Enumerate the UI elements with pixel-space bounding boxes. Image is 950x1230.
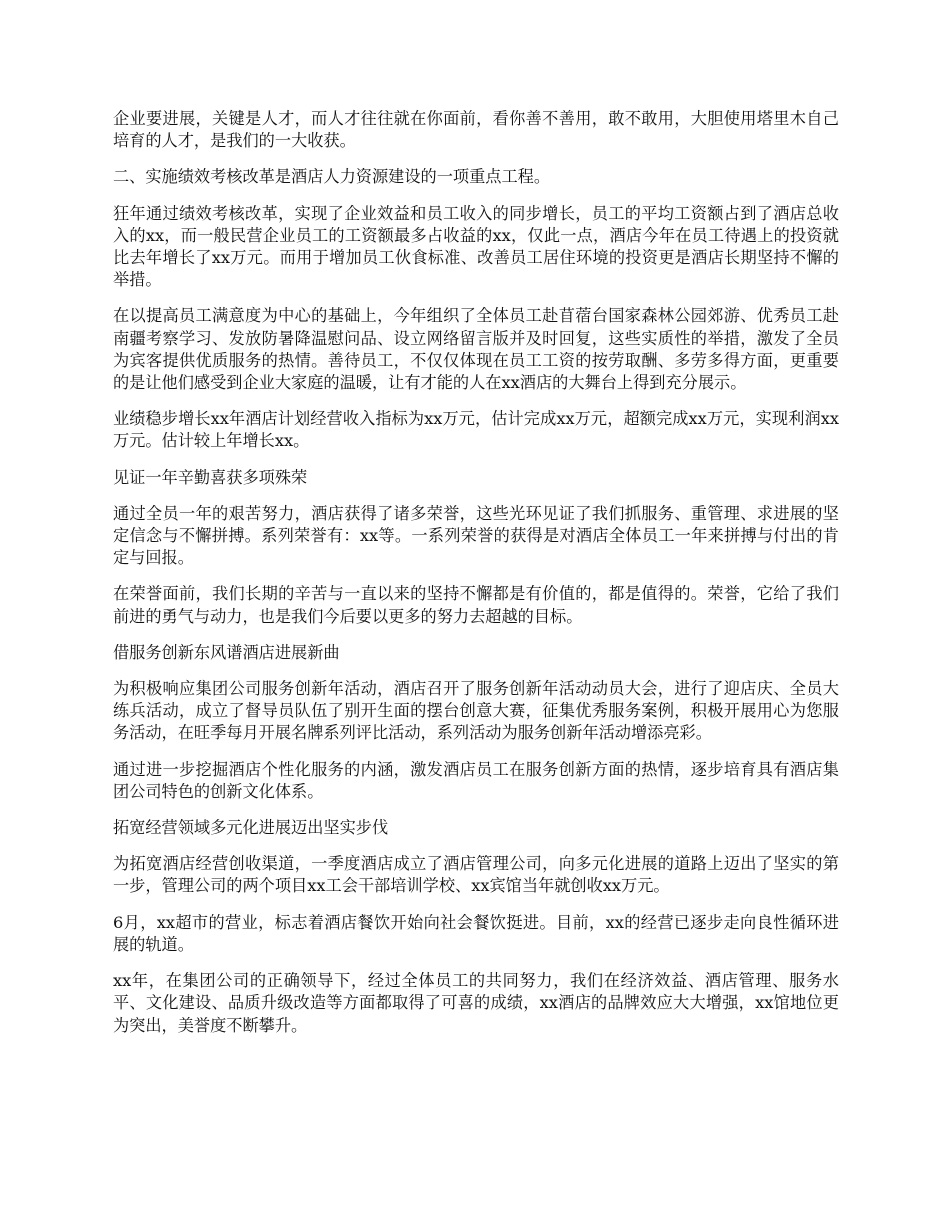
paragraph-performance-results: 狂年通过绩效考核改革，实现了企业效益和员工收入的同步增长，员工的平均工资额占到了酒店总收入的xx，而一般民营企业员工的工资额最多占收益的xx，仅此一点，酒店今年在员工待遇上的投资就比去年增长了xx万元。而用于增加员工伙食标准、改善员工居住环境的投资更是酒店长期坚持不懈的举措。 xyxy=(113,203,839,290)
section-heading-performance-reform: 二、实施绩效考核改革是酒店人力资源建设的一项重点工程。 xyxy=(113,167,551,187)
section-heading-honors: 见证一年辛勤喜获多项殊荣 xyxy=(113,467,308,487)
document-body xyxy=(113,108,839,1051)
paragraph-annual-summary: xx年，在集团公司的正确领导下，经过全体员工的共同努力，我们在经济效益、酒店管理、服务水平、文化建设、品质升级改造等方面都取得了可喜的成绩，xx酒店的品牌效应大大增强，xx馆地位更为突出，美誉度不断攀升。 xyxy=(113,971,839,1035)
paragraph-innovation-culture: 通过进一步挖掘酒店个性化服务的内涵，激发酒店员工在服务创新方面的热情，逐步培育具有酒店集团公司特色的创新文化体系。 xyxy=(113,759,839,801)
paragraph-employee-satisfaction: 在以提高员工满意度为中心的基础上，今年组织了全体员工赴苜蓿台国家森林公园郊游、优秀员工赴南疆考察学习、发放防暑降温慰问品、设立网络留言版并及时回复，这些实质性的举措，激发了全员为宾客提供优质服务的热情。善待员工，不仅仅体现在员工工资的按劳取酬、多劳多得方面，更重要的是让他们感受到企业大家庭的温暖，让有才能的人在xx酒店的大舞台上得到充分展示。 xyxy=(113,306,839,393)
paragraph-innovation-activities: 为积极响应集团公司服务创新年活动，酒店召开了服务创新年活动动员大会，进行了迎店庆、全员大练兵活动，成立了督导员队伍了别开生面的摆台创意大赛，征集优秀服务案例，积极开展用心为您服务活动，在旺季每月开展名牌系列评比活动，系列活动为服务创新年活动增添亮彩。 xyxy=(113,679,839,743)
section-heading-service-innovation: 借服务创新东风谱酒店进展新曲 xyxy=(113,642,340,662)
paragraph-honors-list: 通过全员一年的艰苦努力，酒店获得了诸多荣誉，这些光环见证了我们抓服务、重管理、求进展的坚定信念与不懈拼搏。系列荣誉有：xx等。一系列荣誉的获得是对酒店全体员工一年来拼搏与付出的肯定与回报。 xyxy=(113,503,839,568)
paragraph-supermarket: 6月，xx超市的营业，标志着酒店餐饮开始向社会餐饮挺进。目前，xx的经营已逐步走向良性循环进展的轨道。 xyxy=(113,912,839,954)
paragraph-talent: 企业要进展，关键是人才，而人才往往就在你面前，看你善不善用，敢不敢用，大胆使用塔里木自己培育的人才，是我们的一大收获。 xyxy=(113,109,839,151)
section-heading-diversification: 拓宽经营领域多元化进展迈出坚实步伐 xyxy=(113,818,389,838)
paragraph-revenue-growth: 业绩稳步增长xx年酒店计划经营收入指标为xx万元，估计完成xx万元，超额完成xx万元，实现利润xx万元。估计较上年增长xx。 xyxy=(113,409,839,451)
paragraph-honors-value: 在荣誉面前，我们长期的辛苦与一直以来的坚持不懈都是有价值的，都是值得的。荣誉，它给了我们前进的勇气与动力，也是我们今后要以更多的努力去超越的目标。 xyxy=(113,584,839,626)
paragraph-management-company: 为拓宽酒店经营创收渠道，一季度酒店成立了酒店管理公司，向多元化进展的道路上迈出了坚实的第一步，管理公司的两个项目xx工会干部培训学校、xx宾馆当年就创收xx万元。 xyxy=(113,854,839,896)
